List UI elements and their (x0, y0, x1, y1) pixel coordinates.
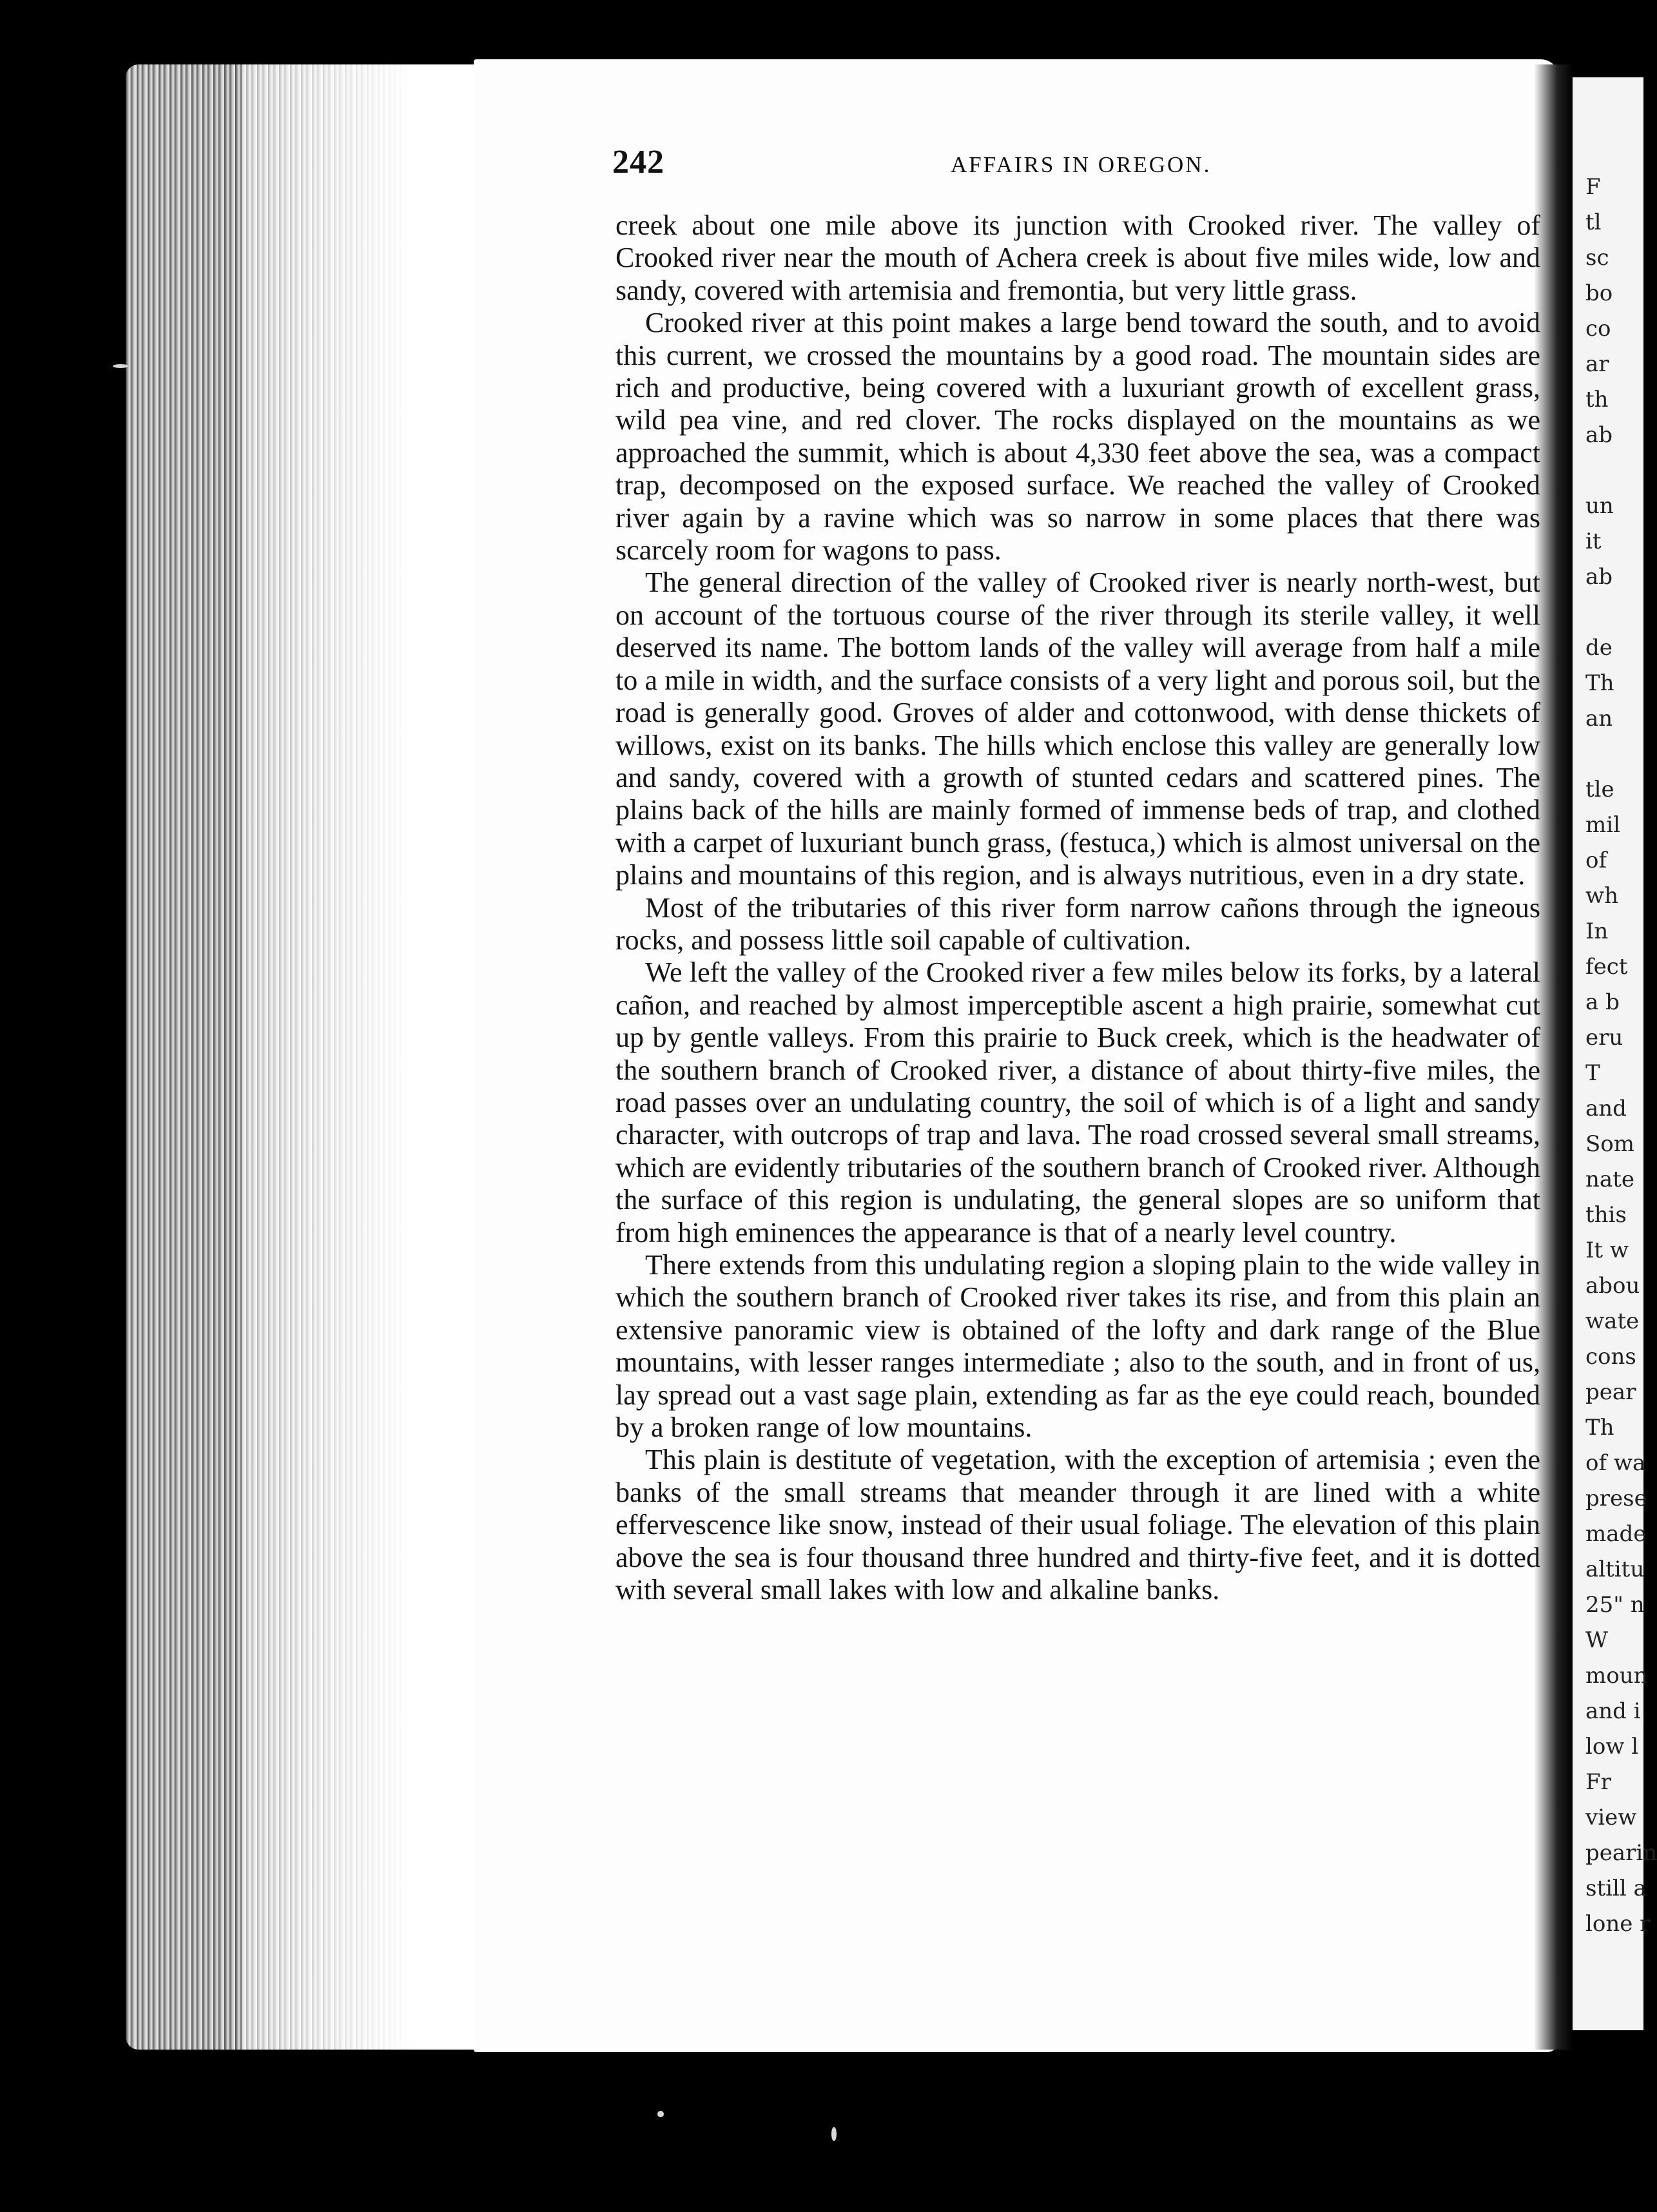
facing-page-fragment: altitu (1585, 1557, 1645, 1582)
running-title: AFFAIRS IN OREGON. (951, 152, 1212, 177)
facing-page-fragment: moun (1585, 1663, 1648, 1689)
facing-page-fragment: abou (1585, 1273, 1640, 1299)
facing-page-fragment: an (1585, 706, 1613, 732)
facing-page-fragment: prese (1585, 1486, 1647, 1511)
paragraph: The general direction of the valley of Crooked river is nearly north-west, but on account of the tortuous course of the river through its sterile valley, it well deserved its name. The bottom lands of the valley will average from half a mile to a mile in width, and the surface consists of a very light and porous soil, but the road is generally good. Groves of alder and cottonwood, with dense thickets of willows, exist on its banks. The hills which enclose this valley are generally low and sandy, covered with a growth of stunted cedars and scattered pines. The plains back of the hills are mainly formed of immense beds of trap, and clothed with a carpet of luxuriant bunch grass, (festuca,) which is almost universal on the plains and mountains of this region, and is always nutritious, even in a dry state. (615, 567, 1540, 891)
facing-page-fragment: wh (1585, 883, 1618, 909)
facing-page-fragment: sc (1585, 245, 1609, 271)
facing-page-fragment: lone r (1585, 1911, 1651, 1937)
paragraph: We left the valley of the Crooked river a few miles below its forks, by a lateral cañon, and reached by almost imperceptible ascent a high prairie, somewhat cut up by gentle valleys. From this prairie to Buck creek, which is the headwater of the southern branch of Crooked river, a distance of about thirty-five miles, the road passes over an undulating country, the soil of which is of a light and sandy character, with outcrops of trap and lava. The road crossed several small streams, which are evidently tributaries of the southern branch of Crooked river. Although the surface of this region is undulating, the general slopes are so uniform that from high eminences the appearance is that of a nearly level country. (615, 956, 1540, 1248)
facing-page-fragment: ar (1585, 351, 1609, 377)
facing-page-fragment: mil (1585, 812, 1620, 838)
facing-page-fragment: It w (1585, 1237, 1629, 1263)
paragraph: Crooked river at this point makes a large bend toward the south, and to avoid this current, we crossed the mountains by a good road. The mountain sides are rich and productive, being covered with a luxuriant growth of excellent grass, wild pea vine, and red clover. The rocks displayed on the mountains as we approached the summit, which is about 4,330 feet above the sea, was a compact trap, decomposed on the exposed surface. We reached the valley of Crooked river again by a ravine which was so narrow in some places that there was scarcely room for wagons to pass. (615, 307, 1540, 567)
facing-page-fragment: wate (1585, 1308, 1640, 1334)
facing-page-fragment: Fr (1585, 1769, 1611, 1795)
facing-page-fragment: pearin (1585, 1840, 1657, 1866)
facing-page-fragment: low l (1585, 1734, 1639, 1760)
facing-page-fragment: tle (1585, 777, 1614, 802)
scan-speck (113, 364, 128, 368)
facing-page-fragment: th (1585, 387, 1609, 412)
paragraph: Most of the tributaries of this river form narrow cañons through the igneous rocks, and possess little soil capable of cultivation. (615, 891, 1540, 956)
facing-page-fragment: un (1585, 493, 1614, 519)
facing-page-fragment: Th (1585, 1415, 1614, 1441)
facing-page-fragment: ab (1585, 564, 1613, 590)
facing-page-fragment: cons (1585, 1344, 1636, 1370)
facing-page-fragment: a b (1585, 989, 1620, 1015)
facing-page-fragment: made (1585, 1521, 1647, 1547)
facing-page-fragment: and i (1585, 1698, 1641, 1724)
facing-page-fragment: ab (1585, 422, 1613, 448)
facing-page-fragment: 25" n (1585, 1592, 1645, 1618)
facing-page-fragment: view (1585, 1805, 1637, 1830)
facing-page-fragment: T (1585, 1060, 1600, 1086)
facing-page-fragment: bo (1585, 280, 1613, 306)
facing-page-fragment: pear (1585, 1379, 1636, 1405)
facing-page-fragment: of wa (1585, 1450, 1646, 1476)
facing-page-fragment: this (1585, 1202, 1627, 1228)
body-text (615, 209, 1540, 1606)
facing-page-fragment: In (1585, 918, 1609, 944)
facing-page-fragment: tl (1585, 209, 1602, 235)
facing-page-fragment: nate (1585, 1167, 1634, 1192)
page-number: 242 (612, 144, 664, 180)
facing-page-fragment: co (1585, 316, 1611, 342)
facing-page-fragment: fect (1585, 954, 1628, 980)
paragraph: This plain is destitute of vegetation, with the exception of artemisia ; even the banks of the small streams that meander through it are lined with a white effervescence like snow, instead of their usual foliage. The elevation of this plain above the sea is four thousand three hundred and thirty-five feet, and it is dotted with several small lakes with low and alkaline banks. (615, 1444, 1540, 1606)
facing-page-fragment: and (1585, 1096, 1627, 1121)
scan-speck (657, 2111, 664, 2117)
paragraph: creek about one mile above its junction with Crooked river. The valley of Crooked river near the mouth of Achera creek is about five miles wide, low and sandy, covered with artemisia and fremontia, but very little grass. (615, 209, 1540, 306)
facing-page-fragment: it (1585, 529, 1602, 554)
scan-speck (831, 2127, 837, 2141)
facing-page-fragment: de (1585, 635, 1613, 661)
facing-page-fragment: still a (1585, 1876, 1647, 1901)
facing-page-edge (1573, 77, 1657, 2030)
facing-page-fragment: F (1585, 174, 1601, 200)
facing-page-fragment: W (1585, 1627, 1608, 1653)
facing-page-fragment: of (1585, 848, 1607, 873)
paragraph: There extends from this undulating region a sloping plain to the wide valley in which the southern branch of Crooked river takes its rise, and from this plain an extensive panoramic view is obtained of the lofty and dark range of the Blue mountains, with lesser ranges intermediate ; also to the south, and in front of us, lay spread out a vast sage plain, extending as far as the eye could reach, bounded by a broken range of low mountains. (615, 1249, 1540, 1444)
facing-page-fragment: Som (1585, 1131, 1635, 1157)
facing-page-fragment: eru (1585, 1025, 1623, 1051)
book-page-edges (126, 64, 487, 2050)
facing-page-fragment: Th (1585, 670, 1614, 696)
